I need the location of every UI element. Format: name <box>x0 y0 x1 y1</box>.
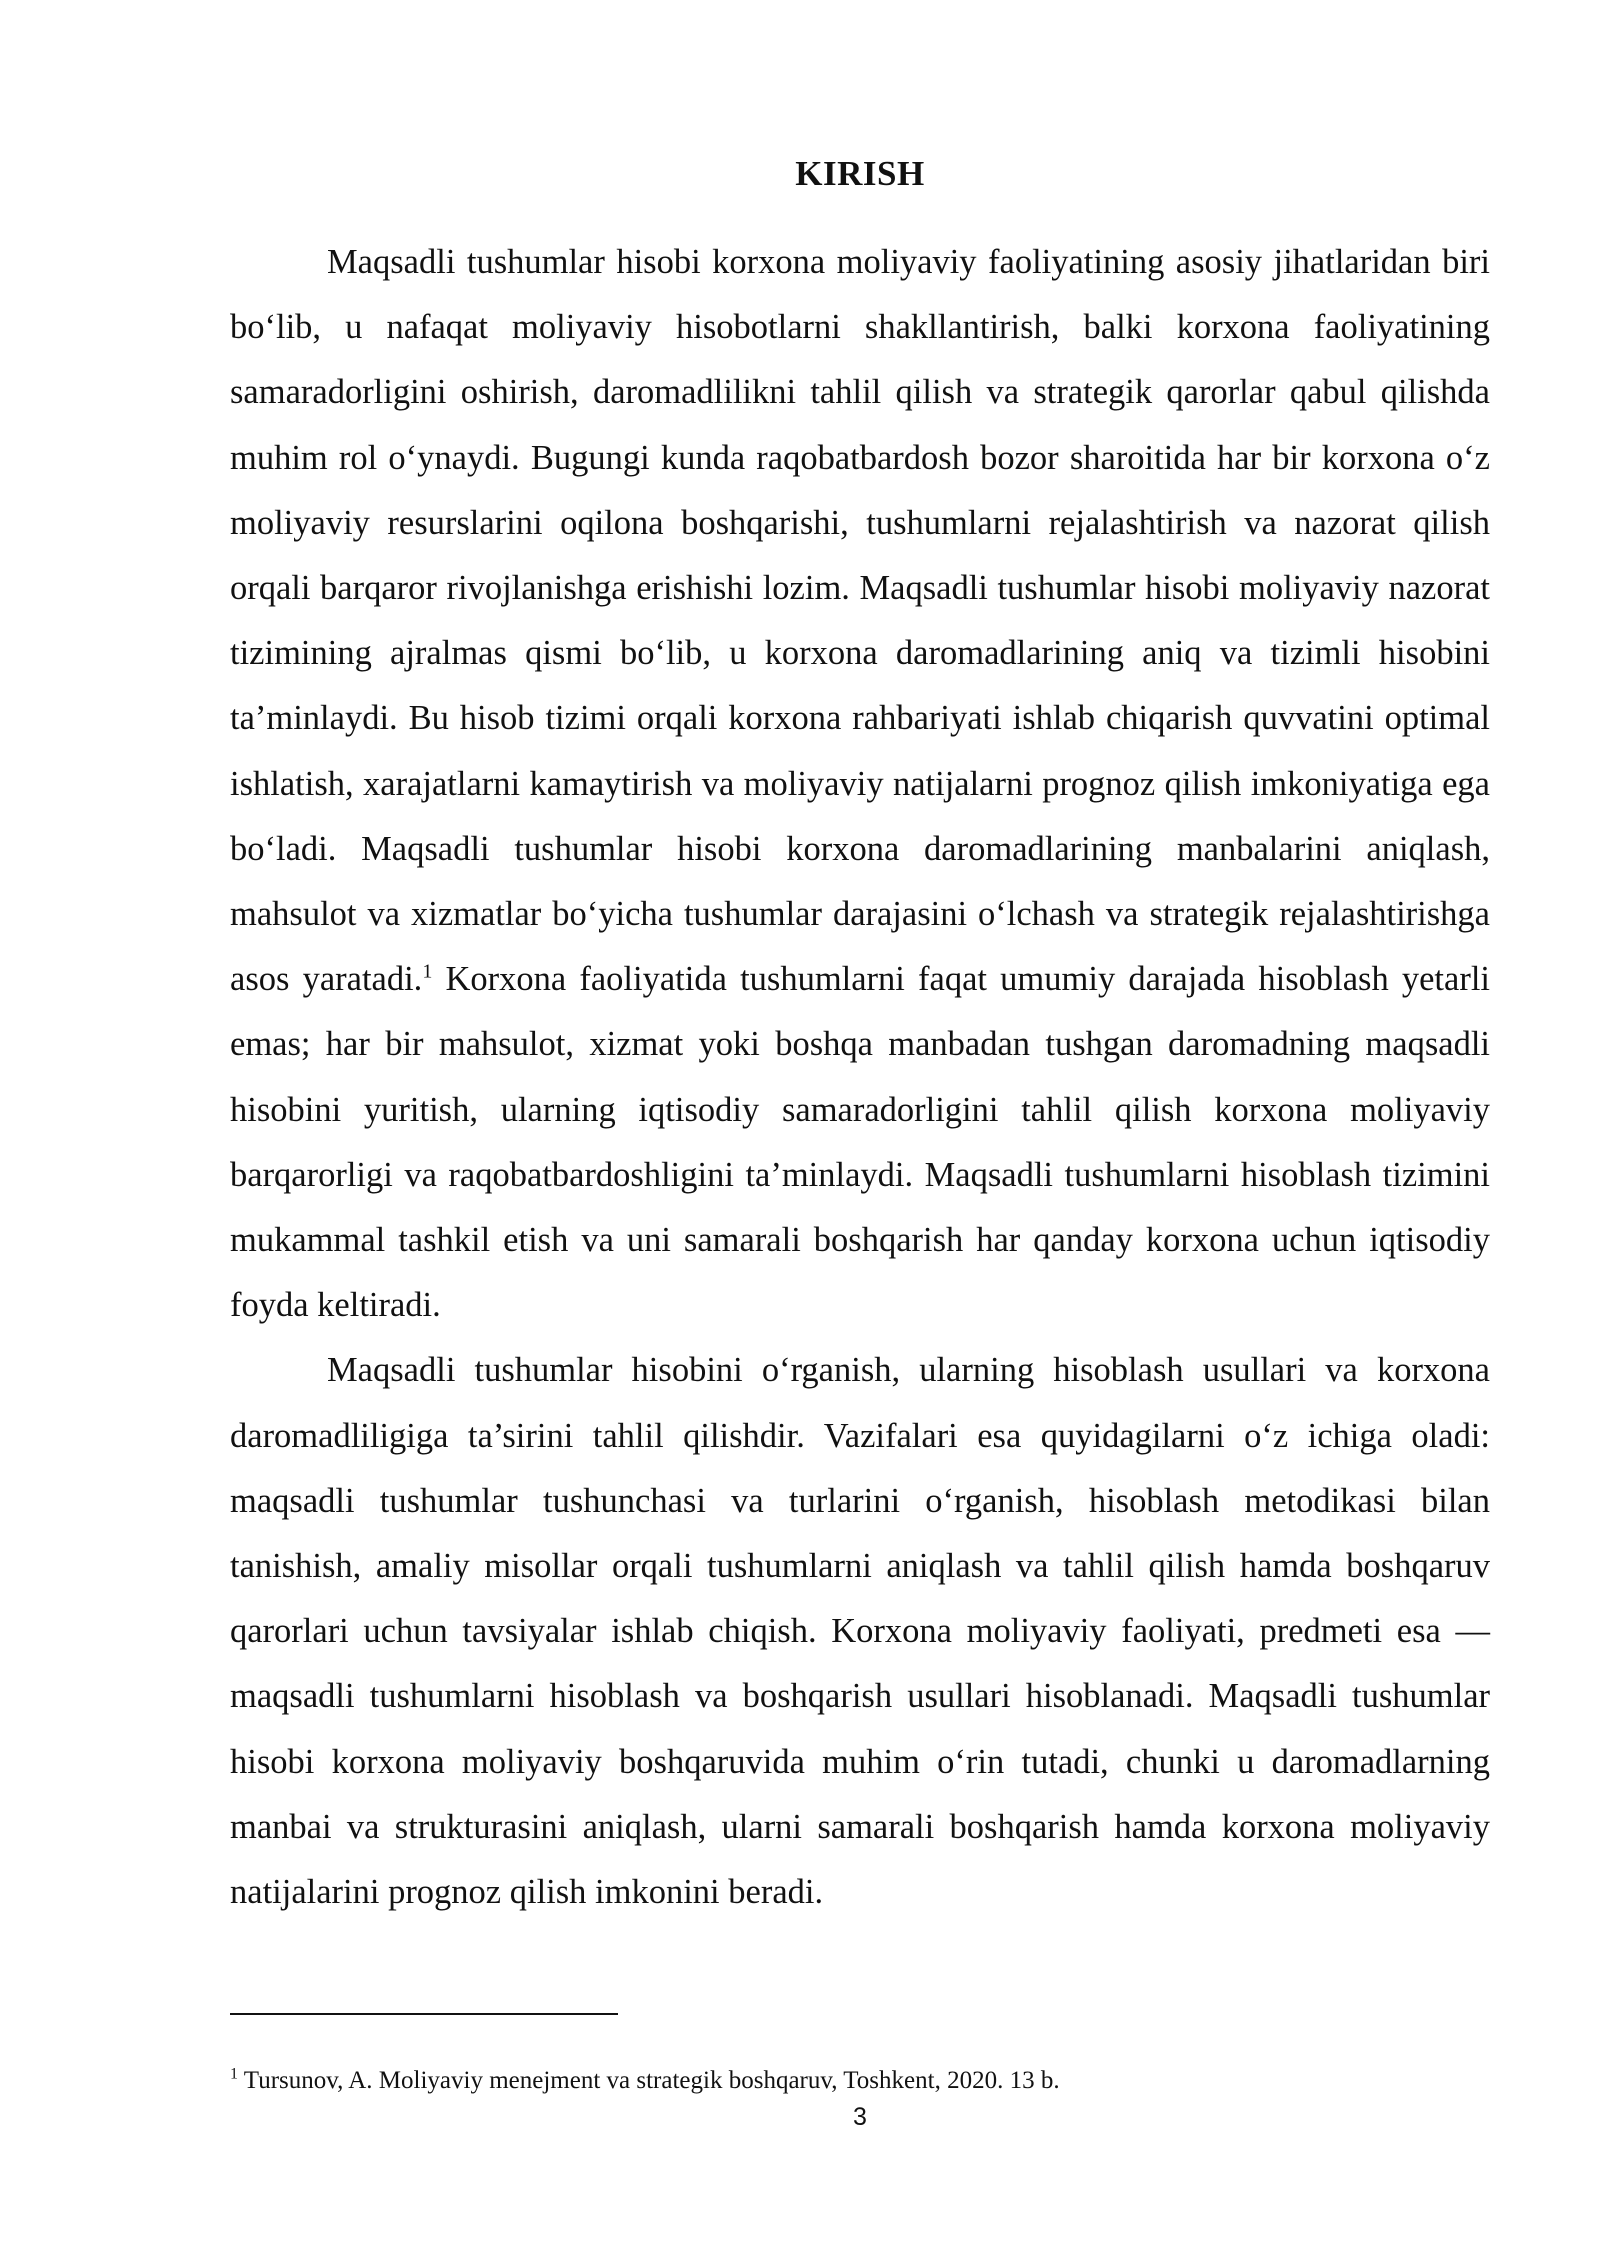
page-title: KIRISH <box>795 154 925 193</box>
footnote-marker: 1 <box>230 2065 238 2083</box>
footnote <box>230 2065 1490 2097</box>
paragraph-1-text: Maqsadli tushumlar hisobi korxona moliyaviy faoliyatining asosiy jihatlaridan biri bo‘lib, u nafaqat moliyaviy hisobotlarni shakllantirish, balki korxona faoliyatining samaradorligini oshirish, daromadlilikni tahlil qilish va strategik qarorlar qabul qilishda muhim rol o‘ynaydi. Bugungi kunda raqobatbardosh bozor sharoitida har bir korxona o‘z moliyaviy resurslarini oqilona boshqarishi, tushumlarni rejalashtirish va nazorat qilish orqali barqaror rivojlanishga erishishi lozim. Maqsadli tushumlar hisobi moliyaviy nazorat tizimining ajralmas qismi bo‘lib, u korxona daromadlarining aniq va tizimli hisobini ta’minlaydi. Bu hisob tizimi orqali korxona rahbariyati ishlab chiqarish quvvatini optimal ishlatish, xarajatlarni kamaytirish va moliyaviy natijalarni prognoz qilish imkoniyatiga ega bo‘ladi. Maqsadli tushumlar hisobi korxona daromadlarining manbalarini aniqlash, mahsulot va xizmatlar bo‘yicha tushumlar darajasini o‘lchash va strategik rejalashtirishga asos yaratadi. <box>230 243 1490 999</box>
footnote-separator <box>230 2013 618 2015</box>
paragraph-1 <box>230 230 1490 1338</box>
page-number: 3 <box>853 2103 867 2131</box>
paragraph-2: Maqsadli tushumlar hisobini o‘rganish, ularning hisoblash usullari va korxona daromadliligiga ta’sirini tahlil qilishdir. Vazifalari esa quyidagilarni o‘z ichiga oladi: maqsadli tushumlar tushunchasi va turlarini o‘rganish, hisoblash metodikasi bilan tanishish, amaliy misollar orqali tushumlarni aniqlash va tahlil qilish hamda boshqaruv qarorlari uchun tavsiyalar ishlab chiqish. Korxona moliyaviy faoliyati, predmeti esa — maqsadli tushumlarni hisoblash va boshqarish usullari hisoblanadi. Maqsadli tushumlar hisobi korxona moliyaviy boshqaruvida muhim o‘rin tutadi, chunki u daromadlarning manbai va strukturasini aniqlash, ularni samarali boshqarish hamda korxona moliyaviy natijalarini prognoz qilish imkonini beradi. <box>230 1351 1490 1912</box>
footnote-reference: 1 <box>422 960 433 983</box>
footnote-text: Tursunov, A. Moliyaviy menejment va strategik boshqaruv, Toshkent, 2020. 13 b. <box>238 2067 1060 2094</box>
paragraph-1-text-continued: Korxona faoliyatida tushumlarni faqat umumiy darajada hisoblash yetarli emas; har bir mahsulot, xizmat yoki boshqa manbadan tushgan daromadning maqsadli hisobini yuritish, ularning iqtisodiy samaradorligini tahlil qilish korxona moliyaviy barqarorligi va raqobatbardoshligini ta’minlaydi. Maqsadli tushumlarni hisoblash tizimini mukammal tashkil etish va uni samarali boshqarish har qanday korxona uchun iqtisodiy foyda keltiradi. <box>230 960 1490 1325</box>
body-text <box>230 230 1490 1925</box>
